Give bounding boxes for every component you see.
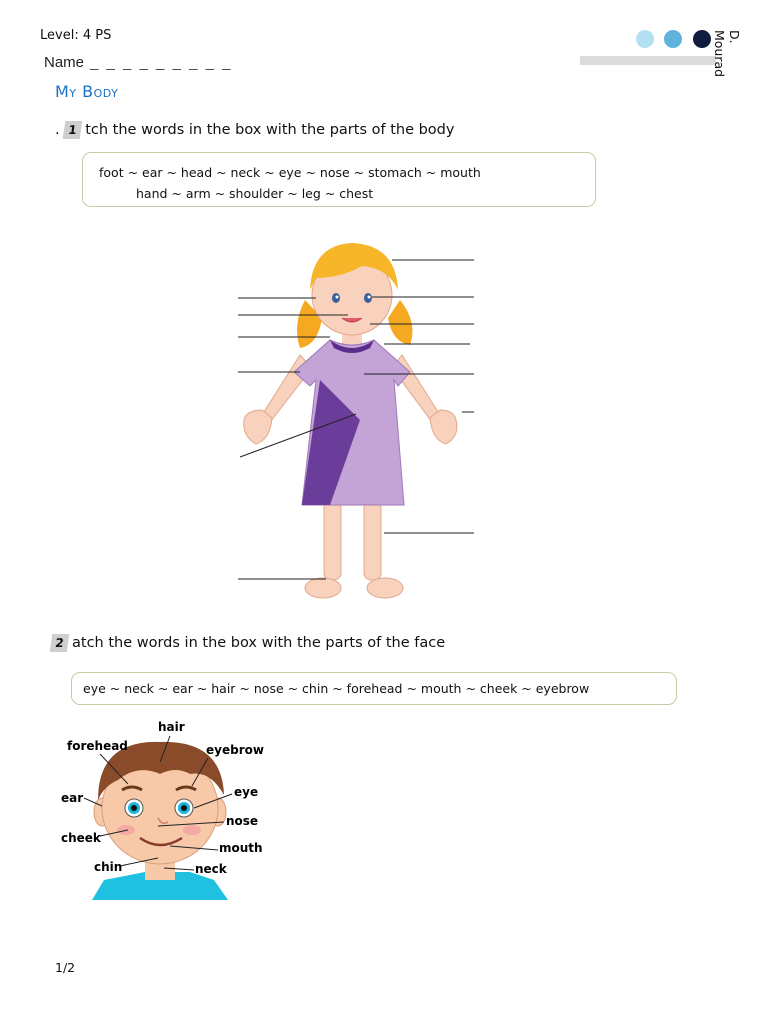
decor-dot-light xyxy=(636,30,654,48)
decor-bar xyxy=(580,56,716,65)
face-label-mouth: mouth xyxy=(219,841,263,855)
word-box-line-2: hand ~ arm ~ shoulder ~ leg ~ chest xyxy=(136,186,374,201)
page-number: 1/2 xyxy=(55,960,76,975)
decor-dot-medium xyxy=(664,30,682,48)
exercise1-number-badge: 1 xyxy=(63,121,83,139)
exercise2-word-box: eye ~ neck ~ ear ~ hair ~ nose ~ chin ~ forehead ~ mouth ~ cheek ~ eyebrow xyxy=(71,672,677,705)
exercise2-number-badge: 2 xyxy=(50,634,70,652)
level-label: Level: 4 PS xyxy=(40,28,112,43)
face-label-nose: nose xyxy=(226,814,259,828)
exercise1-text: tch the words in the box with the parts of the body xyxy=(85,122,455,138)
name-blank[interactable]: _ _ _ _ _ _ _ _ _ xyxy=(90,54,233,71)
page-title: My Body xyxy=(55,82,119,101)
exercise2-instruction xyxy=(51,634,445,652)
exercise1-word-box xyxy=(82,152,596,207)
author-name: D. Mourad xyxy=(712,30,742,78)
face-label-eyebrow: eyebrow xyxy=(206,743,264,757)
face-label-neck: neck xyxy=(195,862,227,876)
face-label-cheek: cheek xyxy=(61,831,101,845)
face-label-ear: ear xyxy=(61,791,84,805)
exercise1-prefix: . xyxy=(55,122,60,138)
boy-face-illustration xyxy=(55,712,270,904)
word-box-line-1: foot ~ ear ~ head ~ neck ~ eye ~ nose ~ stomach ~ mouth xyxy=(99,165,481,180)
exercise2-text: atch the words in the box with the parts of the face xyxy=(72,635,446,651)
name-field xyxy=(44,54,232,71)
girl-body-illustration xyxy=(190,235,510,610)
face-label-eye: eye xyxy=(234,785,259,799)
face-label-chin: chin xyxy=(94,860,123,874)
face-label-hair: hair xyxy=(158,720,185,734)
decor-dot-dark xyxy=(693,30,711,48)
face-label-forehead: forehead xyxy=(67,739,128,753)
exercise1-instruction xyxy=(55,121,454,139)
name-label: Name xyxy=(44,54,85,71)
